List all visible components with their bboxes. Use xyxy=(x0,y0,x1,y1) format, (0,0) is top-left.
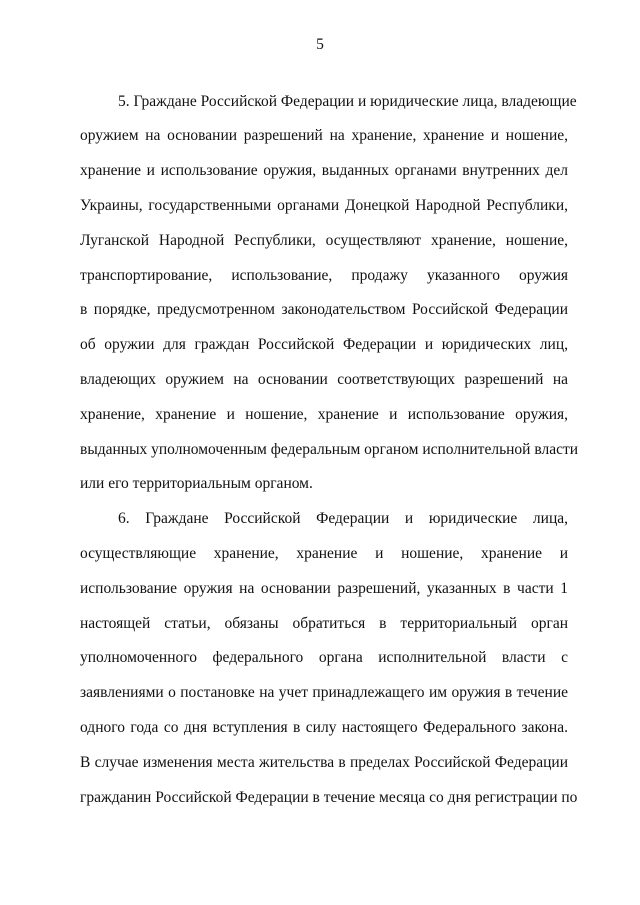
text-line: владеющих оружием на основании соответствующих разрешений на xyxy=(80,371,568,388)
text-line: или его территориальным органом. xyxy=(80,475,313,492)
text-line: хранение и использование оружия, выданных органами внутренних дел xyxy=(80,162,568,179)
text-line: транспортирование, использование, продажу указанного оружия xyxy=(80,267,568,284)
text-line: 6. Граждане Российской Федерации и юридические лица, xyxy=(118,510,568,527)
text-line: осуществляющие хранение, хранение и ношение, хранение и xyxy=(80,545,568,562)
text-line: одного года со дня вступления в силу настоящего Федерального закона. xyxy=(80,719,568,736)
text-line: хранение, хранение и ношение, хранение и использование оружия, xyxy=(80,406,568,423)
text-line: об оружии для граждан Российской Федерации и юридических лиц, xyxy=(80,336,568,353)
text-line: 5. Граждане Российской Федерации и юридические лица, владеющие xyxy=(118,93,577,110)
text-line: оружием на основании разрешений на хранение, хранение и ношение, xyxy=(80,127,568,144)
text-line: Украины, государственными органами Донецкой Народной Республики, xyxy=(80,197,568,214)
text-line: настоящей статьи, обязаны обратиться в территориальный орган xyxy=(80,615,568,632)
text-line: заявлениями о постановке на учет принадлежащего им оружия в течение xyxy=(80,684,568,701)
page-number: 5 xyxy=(316,36,324,53)
text-line: гражданин Российской Федерации в течение месяца со дня регистрации по xyxy=(80,789,578,806)
text-line: в порядке, предусмотренном законодательством Российской Федерации xyxy=(80,301,568,318)
text-line: Луганской Народной Республики, осуществляют хранение, ношение, xyxy=(80,232,568,249)
text-line: уполномоченного федерального органа исполнительной власти с xyxy=(80,649,568,666)
text-line: использование оружия на основании разрешений, указанных в части 1 xyxy=(80,580,568,597)
text-line: выданных уполномоченным федеральным органом исполнительной власти xyxy=(80,441,579,458)
text-line: В случае изменения места жительства в пределах Российской Федерации xyxy=(80,754,568,771)
